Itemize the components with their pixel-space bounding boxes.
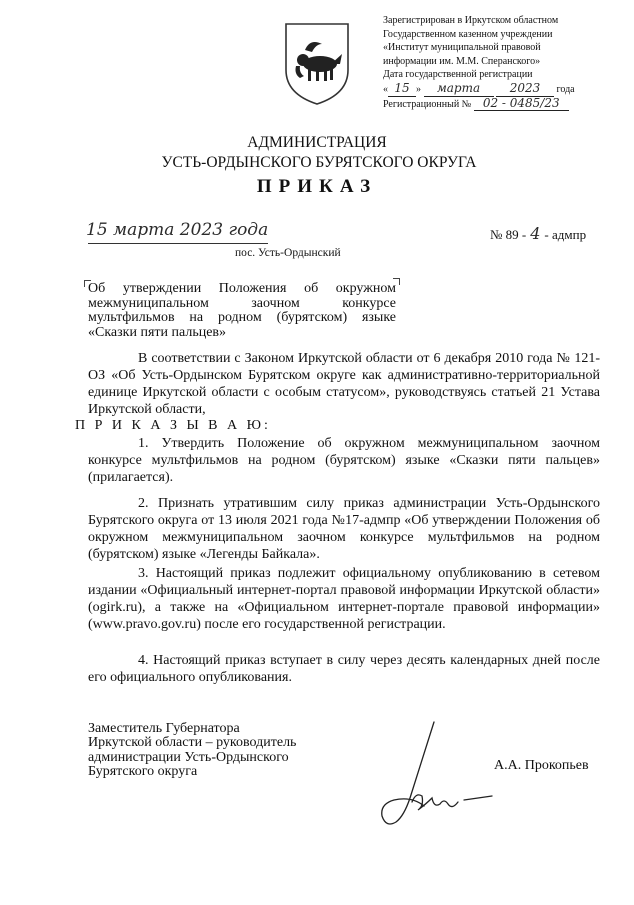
registration-line: Дата государственной регистрации [383,69,533,81]
order-item-3: 3. Настоящий приказ подлежит официальному опубликованию в сетевом издании «Официальный интернет-портал правовой информации Иркутской области» (ogirk.ru), а также на «Официальном интернет-портале правовой информации» (www.pravo.gov.ru) после его государственной регистрации. [88,566,600,632]
title-line: мультфильмов на родном (бурятском) языке [88,310,396,325]
title-line: межмуниципальном заочном конкурсе [88,295,396,311]
document-number: № 89 - 4 - адмпр [490,224,587,243]
date-underline [88,243,268,244]
registration-number-value: 02 - 0485/23 [474,97,569,112]
registration-date: « 15 » марта 2023 года [383,80,575,95]
title-line: Об утверждении Положения об окружном [88,281,396,296]
registration-year: 2023 [496,82,554,97]
signer-name: А.А. Прокопьев [494,758,589,773]
registration-stamp [383,14,623,111]
administration-subtitle: УСТЬ-ОРДЫНСКОГО БУРЯТСКОГО ОКРУГА [161,154,477,171]
registration-line: информации им. М.М. Сперанского» [383,55,541,67]
registration-day: 15 [388,82,416,97]
title-line: «Сказки пяти пальцев» [88,324,227,340]
registration-line: Зарегистрирован в Иркутском областном [383,15,559,26]
order-item-4: 4. Настоящий приказ вступает в силу через десять календарных дней после его официального опубликования. [88,653,600,685]
administration-title: АДМИНИСТРАЦИЯ [247,134,387,151]
handwritten-signature [352,720,502,830]
preamble-paragraph: В соответствии с Законом Иркутской области от 6 декабря 2010 года № 121-ОЗ «Об Усть-Ордынском Бурятском округе как административно-территориальной единице Иркутской области с особым статусом», руководствуясь статьей 21 Устава Иркутской области, [88,351,600,417]
registration-number: Регистрационный № 02 - 0485/23 [383,97,623,112]
document-date: 15 марта 2023 года [86,220,269,240]
registration-month: марта [424,82,494,97]
order-heading: П Р И К А З Ы В А Ю: [75,418,271,433]
document-number-hand: 4 [530,224,541,243]
registration-line: «Институт муниципальной правовой [383,42,541,54]
coat-of-arms-emblem [282,20,352,106]
document-title [88,282,396,340]
place-of-issue: пос. Усть-Ордынский [235,247,341,259]
order-item-1: 1. Утвердить Положение об окружном межмуниципальном заочном конкурсе мультфильмов на родном (бурятском) языке «Сказки пяти пальцев» (прилагается). [88,436,600,485]
registration-line: Государственном казенном учреждении [383,28,553,40]
order-item-2: 2. Признать утратившим силу приказ администрации Усть-Ордынского Бурятского округа от 13 июля 2021 года №17-адмпр «Об утверждении Положения об окружном межмуниципальном заочном конкурсе мультфильмов на родном (бурятском) языке «Легенды Байкала». [88,496,600,562]
document-type: ПРИКАЗ [256,176,378,197]
signatory-position: Заместитель Губернатора Иркутской области – руководитель администрации Усть-Ордынского Бурятского округа [88,721,297,779]
